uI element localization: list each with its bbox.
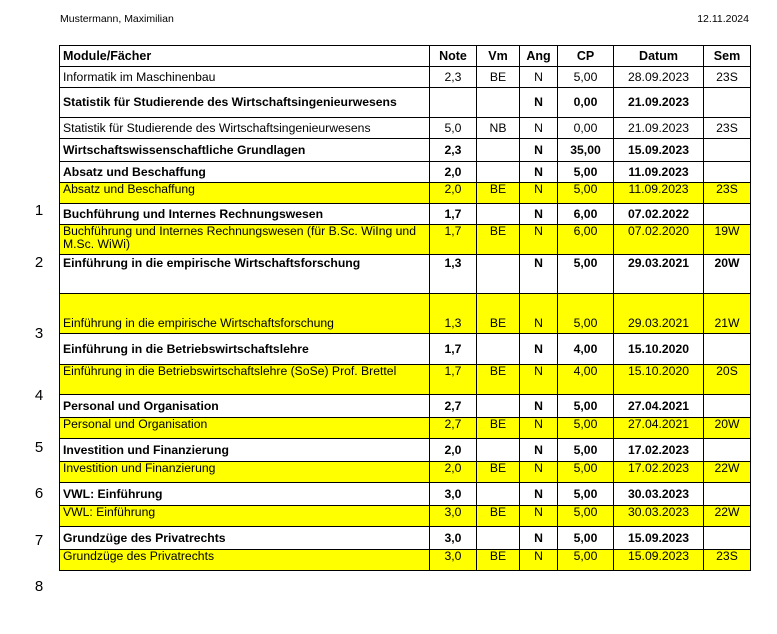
note-cell: 3,0: [430, 506, 477, 527]
sem-cell: 23S: [704, 67, 751, 88]
cp-cell: 5,00: [558, 162, 614, 183]
note-cell: 1,3: [430, 255, 477, 294]
module-cell: Investition und Finanzierung: [60, 462, 430, 483]
col-header-sem: Sem: [704, 46, 751, 67]
col-header-vm: Vm: [477, 46, 520, 67]
ang-cell: N: [520, 483, 558, 506]
module-cell: Einführung in die empirische Wirtschaftsforschung: [60, 255, 430, 294]
row-number: 8: [34, 578, 44, 595]
note-cell: 1,7: [430, 365, 477, 395]
vm-cell: [477, 483, 520, 506]
sem-cell: [704, 139, 751, 162]
cp-cell: 5,00: [558, 418, 614, 439]
module-cell: Personal und Organisation: [60, 395, 430, 418]
row-number: 4: [34, 387, 44, 404]
datum-cell: 17.02.2023: [614, 439, 704, 462]
module-cell: Grundzüge des Privatrechts: [60, 550, 430, 571]
vm-cell: [477, 255, 520, 294]
module-cell: Grundzüge des Privatrechts: [60, 527, 430, 550]
ang-cell: N: [520, 162, 558, 183]
module-cell: Statistik für Studierende des Wirtschaftsingenieurwesens: [60, 118, 430, 139]
row-number: 6: [34, 485, 44, 502]
vm-cell: BE: [477, 365, 520, 395]
module-cell: Informatik im Maschinenbau: [60, 67, 430, 88]
sem-cell: [704, 527, 751, 550]
vm-cell: BE: [477, 462, 520, 483]
cp-cell: 5,00: [558, 183, 614, 204]
note-cell: 5,0: [430, 118, 477, 139]
datum-cell: 30.03.2023: [614, 506, 704, 527]
note-cell: 2,0: [430, 462, 477, 483]
ang-cell: N: [520, 462, 558, 483]
datum-cell: 29.03.2021: [614, 255, 704, 294]
vm-cell: NB: [477, 118, 520, 139]
sem-cell: [704, 88, 751, 118]
cp-cell: 5,00: [558, 67, 614, 88]
vm-cell: [477, 527, 520, 550]
student-name: Mustermann, Maximilian: [60, 13, 174, 25]
table-row: [60, 162, 751, 183]
ang-cell: N: [520, 225, 558, 255]
ang-cell: N: [520, 550, 558, 571]
sem-cell: 22W: [704, 506, 751, 527]
sem-cell: [704, 439, 751, 462]
note-cell: 3,0: [430, 527, 477, 550]
datum-cell: 21.09.2023: [614, 88, 704, 118]
datum-cell: 15.09.2023: [614, 527, 704, 550]
sem-cell: 19W: [704, 225, 751, 255]
ang-cell: N: [520, 439, 558, 462]
cp-cell: 5,00: [558, 527, 614, 550]
ang-cell: N: [520, 395, 558, 418]
col-header-ang: Ang: [520, 46, 558, 67]
vm-cell: BE: [477, 506, 520, 527]
datum-cell: 21.09.2023: [614, 118, 704, 139]
cp-cell: 5,00: [558, 483, 614, 506]
ang-cell: N: [520, 88, 558, 118]
vm-cell: [477, 204, 520, 225]
sem-cell: [704, 162, 751, 183]
table-row: [60, 506, 751, 527]
table-row: [60, 334, 751, 365]
ang-cell: N: [520, 294, 558, 334]
module-cell: Statistik für Studierende des Wirtschaftsingenieurwesens: [60, 88, 430, 118]
ang-cell: N: [520, 506, 558, 527]
module-cell: Einführung in die Betriebswirtschaftslehre (SoSe) Prof. Brettel: [60, 365, 430, 395]
vm-cell: [477, 162, 520, 183]
datum-cell: 15.09.2023: [614, 550, 704, 571]
vm-cell: BE: [477, 294, 520, 334]
note-cell: 2,0: [430, 183, 477, 204]
datum-cell: 11.09.2023: [614, 162, 704, 183]
sem-cell: [704, 334, 751, 365]
sem-cell: [704, 204, 751, 225]
ang-cell: N: [520, 527, 558, 550]
module-cell: Wirtschaftswissenschaftliche Grundlagen: [60, 139, 430, 162]
table-row: [60, 365, 751, 395]
sem-cell: 20W: [704, 255, 751, 294]
vm-cell: [477, 334, 520, 365]
datum-cell: 29.03.2021: [614, 294, 704, 334]
row-number: 1: [34, 202, 44, 219]
cp-cell: 6,00: [558, 204, 614, 225]
module-cell: Absatz und Beschaffung: [60, 162, 430, 183]
vm-cell: BE: [477, 225, 520, 255]
module-cell: Buchführung und Internes Rechnungswesen: [60, 204, 430, 225]
ang-cell: N: [520, 255, 558, 294]
table-row: [60, 118, 751, 139]
datum-cell: 17.02.2023: [614, 462, 704, 483]
cp-cell: 5,00: [558, 395, 614, 418]
table-row: [60, 183, 751, 204]
table-row: [60, 550, 751, 571]
table-row: [60, 225, 751, 255]
row-number: 7: [34, 532, 44, 549]
table-row: [60, 418, 751, 439]
sem-cell: 20W: [704, 418, 751, 439]
vm-cell: [477, 395, 520, 418]
cp-cell: 35,00: [558, 139, 614, 162]
col-header-datum: Datum: [614, 46, 704, 67]
note-cell: 2,3: [430, 67, 477, 88]
datum-cell: 30.03.2023: [614, 483, 704, 506]
col-header-note: Note: [430, 46, 477, 67]
ang-cell: N: [520, 418, 558, 439]
table-row: [60, 527, 751, 550]
cp-cell: 5,00: [558, 294, 614, 334]
ang-cell: N: [520, 67, 558, 88]
datum-cell: 27.04.2021: [614, 418, 704, 439]
table-row: [60, 204, 751, 225]
ang-cell: N: [520, 118, 558, 139]
module-cell: Investition und Finanzierung: [60, 439, 430, 462]
note-cell: 1,7: [430, 225, 477, 255]
sem-cell: 21W: [704, 294, 751, 334]
sem-cell: 20S: [704, 365, 751, 395]
vm-cell: BE: [477, 418, 520, 439]
module-cell: Einführung in die empirische Wirtschaftsforschung: [60, 294, 430, 334]
module-cell: Personal und Organisation: [60, 418, 430, 439]
vm-cell: [477, 139, 520, 162]
vm-cell: BE: [477, 550, 520, 571]
module-cell: Buchführung und Internes Rechnungswesen (für B.Sc. WiIng und M.Sc. WiWi): [60, 225, 430, 255]
note-cell: 2,0: [430, 439, 477, 462]
datum-cell: 28.09.2023: [614, 67, 704, 88]
note-cell: 1,7: [430, 334, 477, 365]
ang-cell: N: [520, 365, 558, 395]
sem-cell: 22W: [704, 462, 751, 483]
cp-cell: 5,00: [558, 462, 614, 483]
row-number: 3: [34, 325, 44, 342]
datum-cell: 15.09.2023: [614, 139, 704, 162]
table-row: [60, 439, 751, 462]
sem-cell: [704, 395, 751, 418]
table-row: [60, 67, 751, 88]
note-cell: [430, 88, 477, 118]
note-cell: 2,3: [430, 139, 477, 162]
module-cell: Einführung in die Betriebswirtschaftslehre: [60, 334, 430, 365]
cp-cell: 5,00: [558, 255, 614, 294]
datum-cell: 07.02.2022: [614, 204, 704, 225]
table-row: [60, 483, 751, 506]
ang-cell: N: [520, 139, 558, 162]
sem-cell: 23S: [704, 118, 751, 139]
vm-cell: BE: [477, 183, 520, 204]
datum-cell: 07.02.2020: [614, 225, 704, 255]
module-cell: Absatz und Beschaffung: [60, 183, 430, 204]
note-cell: 2,7: [430, 418, 477, 439]
cp-cell: 5,00: [558, 439, 614, 462]
cp-cell: 0,00: [558, 88, 614, 118]
cp-cell: 5,00: [558, 550, 614, 571]
sem-cell: [704, 483, 751, 506]
vm-cell: [477, 439, 520, 462]
vm-cell: [477, 88, 520, 118]
cp-cell: 5,00: [558, 506, 614, 527]
datum-cell: 15.10.2020: [614, 365, 704, 395]
table-header-row: [60, 46, 751, 67]
ang-cell: N: [520, 334, 558, 365]
vm-cell: BE: [477, 67, 520, 88]
row-number: 2: [34, 254, 44, 271]
table-row: [60, 462, 751, 483]
ang-cell: N: [520, 204, 558, 225]
cp-cell: 4,00: [558, 334, 614, 365]
table-row: [60, 88, 751, 118]
table-row: [60, 294, 751, 334]
col-header-module: Module/Fächer: [60, 46, 430, 67]
module-cell: VWL: Einführung: [60, 483, 430, 506]
datum-cell: 11.09.2023: [614, 183, 704, 204]
datum-cell: 27.04.2021: [614, 395, 704, 418]
note-cell: 3,0: [430, 550, 477, 571]
sem-cell: 23S: [704, 550, 751, 571]
datum-cell: 15.10.2020: [614, 334, 704, 365]
cp-cell: 0,00: [558, 118, 614, 139]
cp-cell: 6,00: [558, 225, 614, 255]
note-cell: 1,7: [430, 204, 477, 225]
cp-cell: 4,00: [558, 365, 614, 395]
table-row: [60, 395, 751, 418]
sem-cell: 23S: [704, 183, 751, 204]
row-number: 5: [34, 439, 44, 456]
note-cell: 1,3: [430, 294, 477, 334]
grades-table: [59, 45, 751, 571]
module-cell: VWL: Einführung: [60, 506, 430, 527]
ang-cell: N: [520, 183, 558, 204]
col-header-cp: CP: [558, 46, 614, 67]
note-cell: 3,0: [430, 483, 477, 506]
note-cell: 2,7: [430, 395, 477, 418]
table-row: [60, 139, 751, 162]
document-date: 12.11.2024: [697, 13, 749, 25]
table-row: [60, 255, 751, 294]
note-cell: 2,0: [430, 162, 477, 183]
